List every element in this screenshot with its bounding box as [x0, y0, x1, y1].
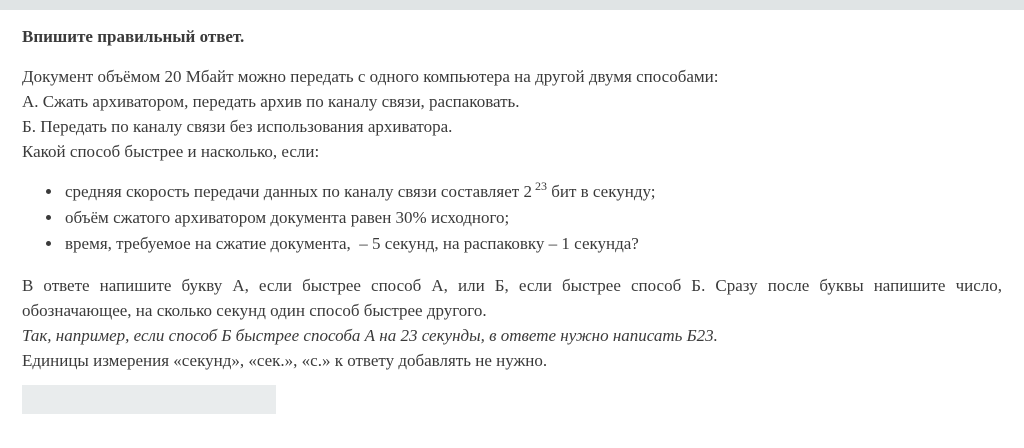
- question-content: [0, 10, 1024, 414]
- top-bar: [0, 0, 1024, 10]
- intro-line-method-b: Б. Передать по каналу связи без использования архиватора.: [22, 117, 453, 136]
- bullet-compressed-volume: • объём сжатого архиватором документа равен 30% исходного;: [63, 205, 1002, 231]
- transfer-speed-exponent: 23: [534, 179, 547, 194]
- answer-instructions: В ответе напишите букву А, если быстрее способ А, или Б, если быстрее способ Б. Сразу после буквы напишите число, обозначающее, на сколько секунд один способ быстрее другого.: [22, 276, 1002, 320]
- question-heading: Впишите правильный ответ.: [22, 27, 245, 46]
- intro-line-document-volume: Документ объёмом 20 Мбайт можно передать с одного компьютера на другой двумя способами:: [22, 67, 719, 86]
- answer-input[interactable]: [22, 385, 276, 414]
- units-note: Единицы измерения «секунд», «сек.», «с.» к ответу добавлять не нужно.: [22, 351, 548, 370]
- intro-line-which-faster: Какой способ быстрее и насколько, если:: [22, 142, 320, 161]
- bullet-transfer-speed: [63, 179, 1002, 205]
- transfer-speed-units: бит в секунду;: [546, 182, 656, 201]
- example-note: Так, например, если способ Б быстрее способа А на 23 секунды, в ответе нужно написать Б23.: [22, 326, 718, 345]
- transfer-speed-text: средняя скорость передачи данных по каналу связи составляет 2: [65, 182, 532, 201]
- bullet-compression-time: • время, требуемое на сжатие документа, – 5 секунд, на распаковку – 1 секунда?: [63, 231, 1002, 257]
- intro-line-method-a: А. Сжать архиватором, передать архив по каналу связи, распаковать.: [22, 92, 520, 111]
- conditions-list: [22, 179, 1002, 257]
- question-intro: [22, 64, 1002, 164]
